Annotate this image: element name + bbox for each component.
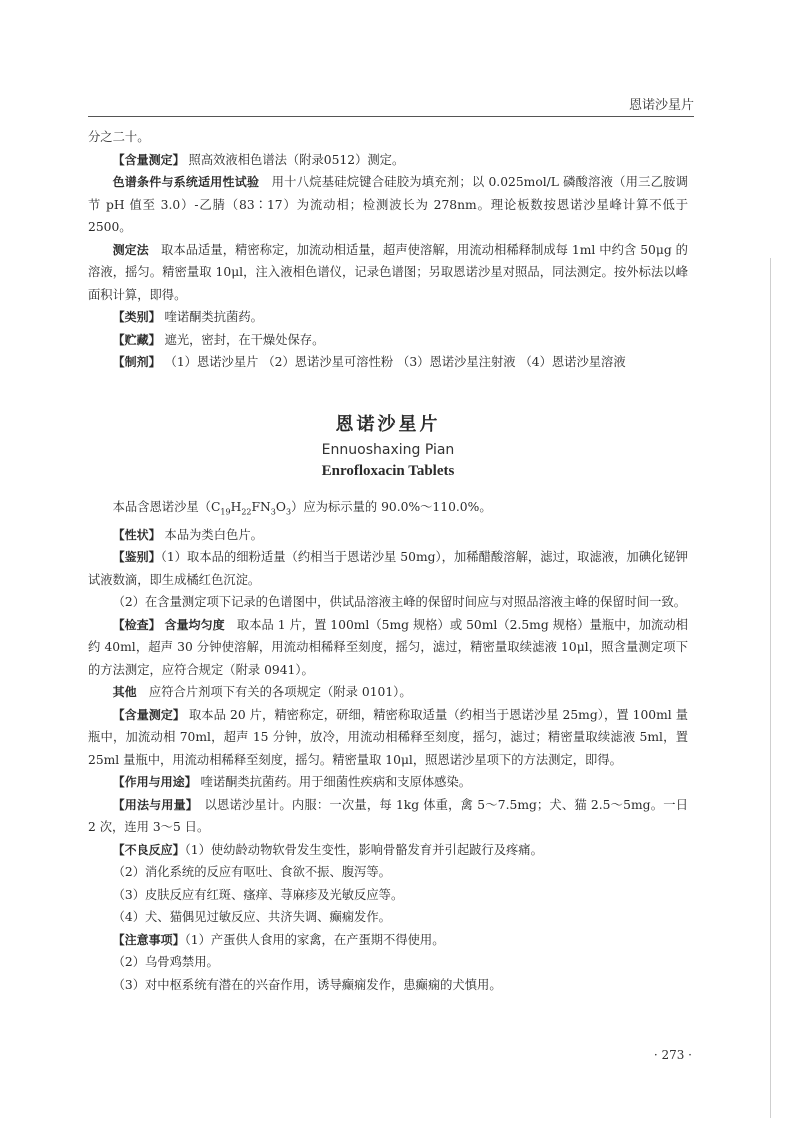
monograph-title: 恩诺沙星片: [335, 413, 441, 435]
prev-continuation: 分之二十。: [88, 130, 150, 144]
mono-intro: 本品含恩诺沙星$(C_{19}H_{22}FN_3O_3)$应为标示量的 90.0%～110.0%。: [112, 500, 492, 517]
mono-assay: 【含量测定】 取本品 20 片，精密称定，研细，精密称取适量（约相当于恩诺沙星 25mg），置 100ml 量瓶中，加流动相 70ml，超声 15 分钟，放冷，用流动相稀释至刻度，摇匀，滤过；精密量取续滤液 5ml，置 25ml 量瓶中，用流动相稀释至刻度，摇匀。精密量取 10μl，照恩诺沙星项下的方法测定，即得。: [88, 707, 688, 767]
monograph-english: Enrofloxacin Tablets: [321, 463, 455, 479]
method-label: 测定法: [112, 242, 149, 257]
page-body: [88, 126, 688, 996]
prev-storage: 【贮藏】 遮光，密封，在干燥处保存。: [112, 332, 325, 347]
page-number: · 273 ·: [653, 1048, 692, 1062]
mono-other: 其他 应符合片剂项下有关的各项规定（附录 0101）。: [112, 685, 412, 700]
prev-preparations: 【制剂】 （1）恩诺沙星片 （2）恩诺沙星可溶性粉 （3）恩诺沙星注射液 （4）恩诺沙星溶液: [112, 355, 626, 369]
mono-adverse-2: （2）消化系统的反应有呕吐、食欲不振、腹泻等。: [112, 865, 391, 880]
page-edge-line: [770, 258, 771, 1118]
monograph-pinyin: Ennuoshaxing Pian: [321, 442, 455, 458]
prev-chrom: 色谱条件与系统适用性试验 用十八烷基硅烷键合硅胶为填充剂；以 0.025mol/L 磷酸溶液（用三乙胺调节 pH 值至 3.0）-乙腈（83∶17）为流动相；检测波长为 278nm。理论板数按恩诺沙星峰计算不低于 2500。: [88, 175, 688, 234]
mono-adverse-4: （4）犬、猫偶见过敏反应、共济失调、癫痫发作。: [112, 910, 391, 925]
running-header: 恩诺沙星片: [628, 98, 694, 113]
class-label: 【类别】: [112, 310, 161, 324]
mono-dosage: 【用法与用量】 以恩诺沙星计。内服：一次量，每 1kg 体重，禽 5～7.5mg；犬、猫 2.5～5mg。一日 2 次，连用 3～5 日。: [88, 797, 688, 835]
prep-label: 【制剂】: [112, 355, 161, 369]
mono-adverse-3: （3）皮肤反应有红斑、瘙痒、荨麻疹及光敏反应等。: [112, 887, 404, 902]
mono-identification-2: （2）在含量测定项下记录的色谱图中，供试品溶液主峰的保留时间应与对照品溶液主峰的保留时间一致。: [112, 595, 687, 610]
mono-caution-1: 【注意事项】（1）产蛋供人食用的家禽，在产蛋期不得使用。: [112, 932, 445, 947]
mono-character: 【性状】 本品为类白色片。: [112, 527, 263, 542]
mono-identification-1: 【鉴别】（1）取本品的细粉适量（约相当于恩诺沙星 50mg），加稀醋酸溶解，滤过，取滤液，加碘化铋钾试液数滴，即生成橘红色沉淀。: [88, 550, 688, 587]
header-rule: [88, 116, 694, 117]
mono-check: 【检查】 含量均匀度 取本品 1 片，置 100ml（5mg 规格）或 50ml（2.5mg 规格）量瓶中，加流动相约 40ml，超声 30 分钟使溶解，用流动相稀释至刻度，摇匀，滤过，精密量取续滤液 10μl，照含量测定项下的方法测定，应符合规定（附录 0941）。: [88, 617, 688, 677]
mono-use: 【作用与用途】 喹诺酮类抗菌药。用于细菌性疾病和支原体感染。: [112, 775, 472, 790]
mono-caution-2: （2）乌骨鸡禁用。: [112, 955, 219, 970]
assay-label: 【含量测定】: [112, 152, 185, 167]
prev-class: 【类别】 喹诺酮类抗菌药。: [112, 310, 263, 324]
mono-adverse-1: 【不良反应】（1）使幼龄动物软骨发生变性，影响骨骼发育并引起跛行及疼痛。: [112, 842, 543, 857]
storage-label: 【贮藏】: [112, 332, 161, 347]
chrom-label: 色谱条件与系统适用性试验: [112, 175, 260, 189]
prev-method: 测定法 取本品适量，精密称定，加流动相适量，超声使溶解，用流动相稀释制成每 1ml 中约含 50μg 的溶液，摇匀。精密量取 10μl，注入液相色谱仪，记录色谱图；另取恩诺沙星对照品，同法测定。按外标法以峰面积计算，即得。: [88, 242, 688, 302]
mono-caution-3: （3）对中枢系统有潜在的兴奋作用，诱导癫痫发作，患癫痫的犬慎用。: [112, 977, 502, 992]
prev-assay: 【含量测定】 照高效液相色谱法（附录0512）测定。: [112, 152, 405, 167]
